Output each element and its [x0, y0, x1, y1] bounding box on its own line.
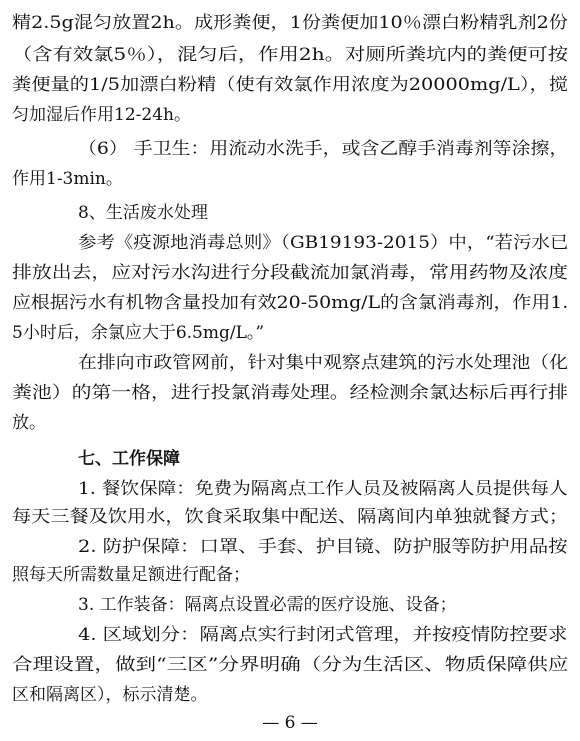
text-line: 4. 区域划分：隔离点实行封闭式管理，并按疫情防控要求 [78, 625, 568, 645]
text-line: 每天三餐及饮用水，饮食采取集中配送、隔离间内单独就餐方式； [12, 507, 569, 527]
text-line: 在排向市政管网前，针对集中观察点建筑的污水处理池（化 [78, 353, 569, 373]
text-line: 区和隔离区），标示清楚。 [12, 685, 208, 705]
text-line: 参考《疫源地消毒总则》（GB19193-2015）中，“若污水已 [78, 233, 569, 253]
text-line: 8、生活废水处理 [78, 203, 208, 223]
text-line: 粪池）的第一格，进行投氯消毒处理。经检测余氯达标后再行排 [12, 383, 569, 403]
text-line: 2. 防护保障：口罩、手套、护目镜、防护服等防护用品按 [78, 537, 568, 557]
text-line: 精2.5g混匀放置2h。成形粪便，1份粪便加10％漂白粉精乳剂2份 [12, 13, 568, 33]
text-line: 3. 工作装备：隔离点设置必需的医疗设施、设备； [78, 595, 457, 615]
text-line: 应根据污水有机物含量投加有效20-50mg/L的含氯消毒剂，作用1. [12, 293, 569, 313]
section-heading: 七、工作保障 [78, 449, 180, 469]
text-line: 排放出去，应对污水沟进行分段截流加氯消毒，常用药物及浓度 [12, 263, 569, 283]
text-line: 照每天所需数量足额进行配备； [12, 565, 250, 585]
text-line: 粪便量的1/5加漂白粉精（使有效氯作用浓度为20000mg/L），搅 [12, 75, 568, 95]
text-line: 5小时后，余氯应大于6.5mg/L。” [12, 323, 265, 343]
text-line: （含有效氯5％），混匀后，作用2h。对厕所粪坑内的粪便可按 [12, 45, 569, 65]
text-line: 1. 餐饮保障：免费为隔离点工作人员及被隔离人员提供每人 [78, 479, 568, 499]
text-line: 放。 [12, 413, 46, 433]
text-line: 匀加湿后作用12-24h。 [12, 105, 191, 125]
text-line: 合理设置，做到“三区”分界明确（分为生活区、物质保障供应 [12, 655, 569, 675]
page-number: — 6 — [262, 713, 318, 733]
text-line: 作用1-3min。 [12, 169, 123, 189]
text-line: （6） 手卫生：用流动水洗手，或含乙醇手消毒剂等涂擦， [78, 139, 569, 159]
